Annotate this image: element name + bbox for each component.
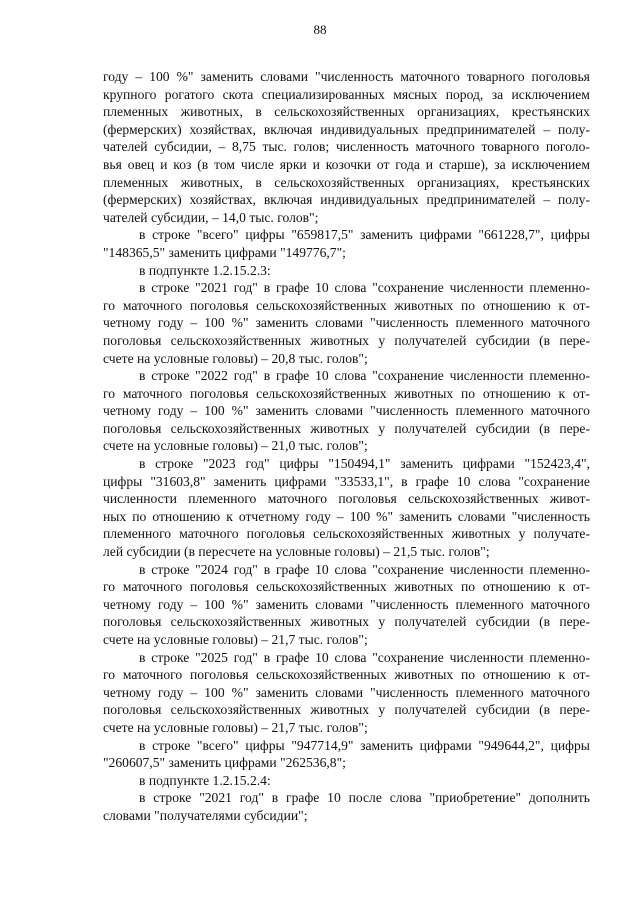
text-line: в подпункте 1.2.15.2.3: [139, 262, 271, 278]
text-line: в строке "2021 год" в графе 10 после слова "приобретение" дополнить [139, 790, 590, 806]
text-line: в строке "всего" цифры "659817,5" заменить цифрами "661228,7", цифры [139, 227, 590, 243]
text-line: четному году – 100 %" заменить словами "численность племенного маточного [103, 596, 590, 612]
text-line: четному году – 100 %" заменить словами "численность племенного маточного [103, 403, 590, 419]
text-line: счете на условные головы) – 21,7 тыс. голов"; [103, 719, 368, 735]
text-line: словами "получателями субсидии"; [103, 807, 308, 823]
text-line: цифры "31603,8" заменить цифрами "33533,1", в графе 10 слова "сохранение [103, 473, 590, 489]
text-line: поголовья сельскохозяйственных животных у получателей субсидии (в пере- [103, 420, 590, 436]
text-line: поголовья сельскохозяйственных животных у получателей субсидии (в пере- [103, 614, 590, 630]
text-line: племенного маточного поголовья сельскохозяйственных животных у получате- [103, 526, 590, 542]
text-line: счете на условные головы) – 20,8 тыс. голов"; [103, 350, 368, 366]
text-line: (фермерских) хозяйствах, включая индивидуальных предпринимателей – полу- [103, 192, 590, 208]
text-line: поголовья сельскохозяйственных животных у получателей субсидии (в пере- [103, 332, 590, 348]
text-line: ных по отношению к отчетному году – 100 %" заменить словами "численность [103, 508, 590, 524]
text-line: в строке "2023 год" цифры "150494,1" заменить цифрами "152423,4", [139, 456, 590, 472]
text-line: в строке "2021 год" в графе 10 слова "сохранение численности племенно- [139, 280, 590, 296]
text-line: вья овец и коз (в том числе ярки и козочки от года и старше), за исключением [103, 156, 590, 172]
text-line: племенных животных, в сельскохозяйственных организациях, крестьянских [103, 104, 590, 120]
text-line: поголовья сельскохозяйственных животных у получателей субсидии (в пере- [103, 702, 590, 718]
text-line: "148365,5" заменить цифрами "149776,7"; [103, 244, 346, 260]
text-line: в строке "всего" цифры "947714,9" заменить цифрами "949644,2", цифры [139, 737, 590, 753]
text-line: чателей субсидии, – 14,0 тыс. голов"; [103, 209, 319, 225]
page-number: 88 [313, 22, 327, 37]
text-line: чателей субсидии, – 8,75 тыс. голов; численность маточного товарного поголо- [103, 139, 590, 155]
text-line: четному году – 100 %" заменить словами "численность племенного маточного [103, 315, 590, 331]
text-line: счете на условные головы) – 21,7 тыс. голов"; [103, 632, 368, 647]
text-line: в подпункте 1.2.15.2.4: [139, 772, 271, 788]
text-line: в строке "2024 год" в графе 10 слова "сохранение численности племенно- [139, 561, 590, 577]
text-line: го маточного поголовья сельскохозяйственных животных по отношению к от- [103, 385, 590, 401]
text-line: численности племенного маточного поголовья сельскохозяйственных живот- [103, 491, 590, 507]
text-line: го маточного поголовья сельскохозяйственных животных по отношению к от- [103, 667, 590, 683]
text-line: счете на условные головы) – 21,0 тыс. голов"; [103, 438, 368, 454]
text-line: племенных животных, в сельскохозяйственных организациях, крестьянских [103, 174, 590, 190]
text-line: "260607,5" заменить цифрами "262536,8"; [103, 755, 346, 771]
text-line: лей субсидии (в пересчете на условные головы) – 21,5 тыс. голов"; [103, 544, 490, 560]
text-line: году – 100 %" заменить словами "численность маточного товарного поголовья [103, 69, 590, 84]
text-line: в строке "2022 год" в графе 10 слова "сохранение численности племенно- [139, 368, 590, 384]
text-line: в строке "2025 год" в графе 10 слова "сохранение численности племенно- [139, 649, 590, 665]
text-line: го маточного поголовья сельскохозяйственных животных по отношению к от- [103, 297, 590, 313]
document-body [103, 68, 590, 825]
text-line: крупного рогатого скота специализированных мясных пород, за исключением [103, 86, 590, 102]
text-line: (фермерских) хозяйствах, включая индивидуальных предпринимателей – полу- [103, 121, 590, 137]
text-line: го маточного поголовья сельскохозяйственных животных по отношению к от- [103, 579, 590, 595]
text-line: четному году – 100 %" заменить словами "численность племенного маточного [103, 684, 590, 700]
